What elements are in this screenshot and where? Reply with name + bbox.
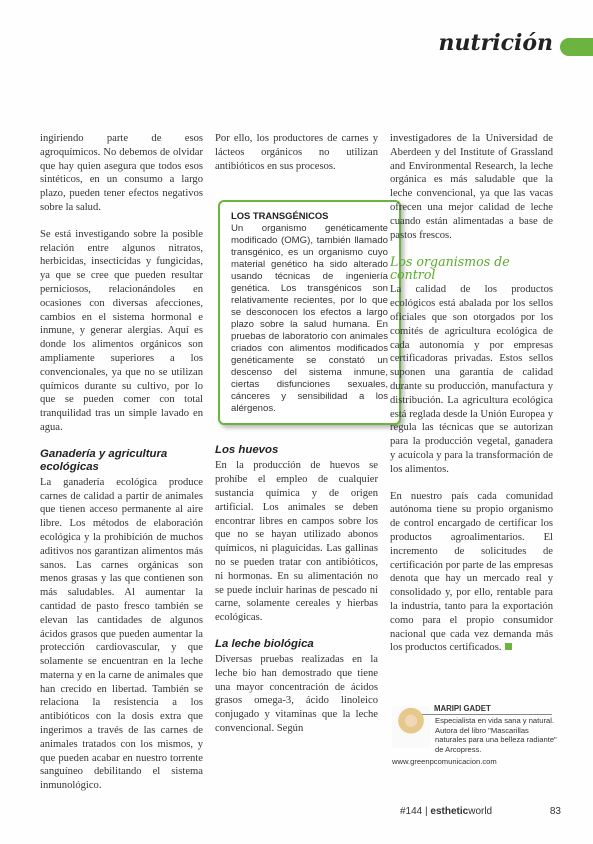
magazine-name: esthetic xyxy=(430,806,469,817)
footer xyxy=(400,806,492,817)
section-title: nutrición xyxy=(438,30,553,56)
paragraph: En la producción de huevos se prohíbe el empleo de cualquier sustancia química y de origen artificial. Los animales se deben encontrar libres en campos sobre los que no se hayan utilizado abonos químicos, ni plaguicidas. Las gallinas no se pueden tratar con antibióticos, ni hormonas. En su alimentación no se puede incluir harinas de pescado ni carne, solamente cereales y hierbas ecológicas. xyxy=(215,460,378,624)
author-website: www.greenpcomunicacion.com xyxy=(392,757,497,766)
paragraph: investigadores de la Universidad de Aberdeen y del Institute of Grassland and Environmental Research, la leche orgánica es más saludable que la leche convencional, ya que las vacas ofrecen una mejor calidad de leche cuando están alimentadas a base de pastos frescos. xyxy=(390,133,553,241)
paragraph: Diversas pruebas realizadas en la leche bio han demostrado que tiene una mayor concentración de ácidos grasos omega-3, ácido linoleico conjugado y vitaminas que la leche convencional. Según xyxy=(215,653,378,734)
footer-separator: | xyxy=(425,806,428,817)
subheading-ganaderia: Ganadería y agricultura ecológicas xyxy=(40,447,168,473)
paragraph: Se está investigando sobre la posible relación entre algunos nitratos, herbicidas, insecticidas y fungicidas, ya que se cree que pueden resultar perniciosos, relacionándoles en ocasiones con diversas afecciones, cambios en el sistema hormonal e inmune, y generar alergias. Aquí es donde los alimentos orgánicos son ampliamente superiores a los convencionales, ya que no se utilizan químicos durante su cultivo, por lo que se pueden comer con total tranquilidad tras un simple lavado en agua. xyxy=(40,228,203,433)
paragraph: ingiriendo parte de esos agroquímicos. No debemos de olvidar que hay quien asegura que todos esos sintéticos, en un consumo a largo plazo, pueden tener efectos negativos sobre la salud. xyxy=(40,133,203,213)
box-text: Un organismo genéticamente modificado (OMG), también llamado transgénico, es un organismo cuyo material genético ha sido alterado usando técnicas de ingeniería genética. Los transgénicos son relativamente recientes, por lo que se desconocen los efectos a largo plazo sobre la salud humana. En pruebas de laboratorio con animales criados con alimentos modificados genéticamente se constató un descenso del sistema inmune, ciertas disfunciones sexuales, cánceres y sensibilidad a los alérgenos. xyxy=(231,223,388,414)
page-number: 83 xyxy=(549,806,561,817)
author-bio: Especialista en vida sana y natural. Autora del libro "Mascarillas naturales para una belleza radiante" de Arcopress. xyxy=(435,716,557,754)
paragraph xyxy=(390,490,553,656)
transgenicos-box xyxy=(218,200,401,425)
subheading-leche: La leche biológica xyxy=(215,637,314,650)
issue-number: #144 xyxy=(400,806,423,817)
author-name: MARIPI GADET xyxy=(422,704,552,715)
paragraph: Por ello, los productores de carnes y lácteos orgánicos no utilizan antibióticos en sus procesos. xyxy=(215,133,378,172)
column-3 xyxy=(390,132,553,668)
paragraph: La calidad de los productos ecológicos está abalada por los sellos oficiales que son otorgados por los comités de agricultura ecológica de cada autonomía y por empresas certificadoras privadas. Estos sellos suponen una garantía de calidad durante su producción, manufactura y distribución. La agricultura ecológica está reglada desde la Unión Europea y regula las técnicas que se autorizan para la producción vegetal, ganadera y acuícola y para la transformación de los alimentos. xyxy=(390,284,553,475)
magazine-name-suffix: world xyxy=(468,806,493,817)
section-tab xyxy=(560,38,593,56)
subheading-huevos: Los huevos xyxy=(215,444,279,457)
paragraph-text: En nuestro país cada comunidad autónoma tiene su propio organismo de control encargado de certificar los productos agroalimentarios. El incremento de solicitudes de certificación por parte de las empresas denota que hay un mercado real y consolidado y, por ello, rentable para la industria, tanto para la exportación como para el propio consumidor nacional que cada vez demanda más los productos certificados. xyxy=(390,490,553,654)
box-title: LOS TRANSGÉNICOS xyxy=(231,210,329,221)
end-mark-icon xyxy=(505,643,512,650)
subheading-organismos: Los organismos de control xyxy=(390,254,510,283)
column-1 xyxy=(40,132,203,806)
paragraph: La ganadería ecológica produce carnes de calidad a partir de animales que tienen acceso permanente al aire libre. Los métodos de elaboración ecológica y la prohibición de muchos aditivos nos garantizan alimentos más sanos. Las carnes orgánicas son menos grasas y las que contienen son más saludables. Al aumentar la cantidad de pasto fresco también se elevan las cantidades de algunos ácidos grasos que pueden aumentar la protección cardiovascular, y que solamente se encuentran en la leche materna y en la carne de animales que han crecido en libertad. También se relaciona la resistencia a los antibióticos con la dosis extra que ingerimos a través de las carnes de animales tratados con los mismos, y que pueden acabar en nuestro torrente sanguíneo debilitando el sistema inmunológico. xyxy=(40,476,203,792)
